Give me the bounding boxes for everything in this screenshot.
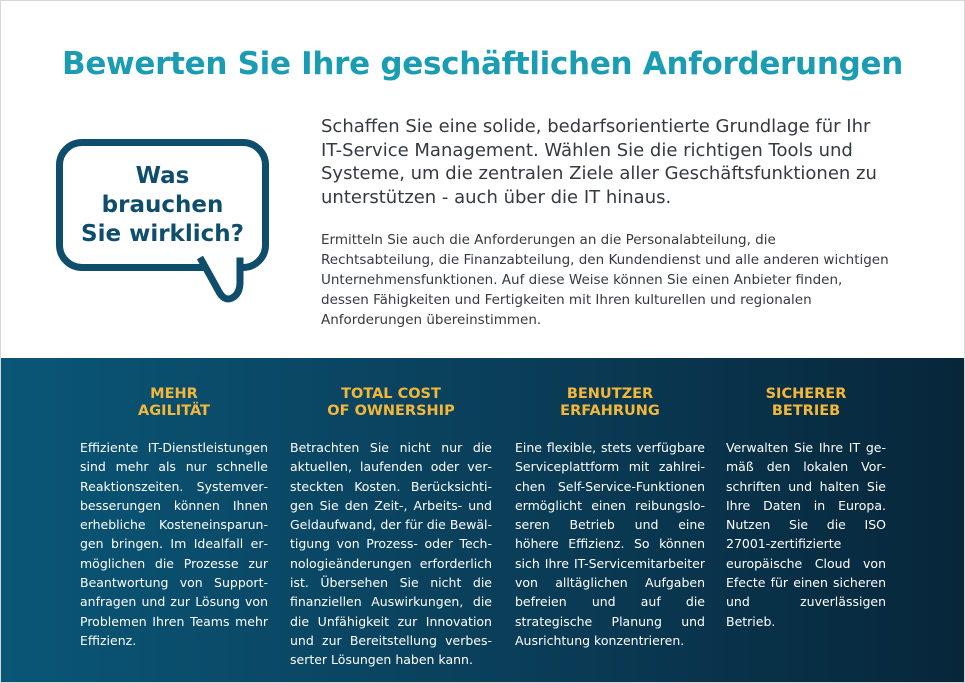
column-title-line-1: TOTAL COST [341, 386, 441, 402]
column-title [290, 386, 492, 420]
intro-detail-text: Ermitteln Sie auch die Anforderungen an die Personalabteilung, die Rechtsabteilung, die Finanzabteilung, den Kundendienst und alle anderen wichtigen Unternehmensfunktionen. Auf diese Weise können Sie einen Anbieter finden, dessen Fähigkeiten und Fertigkeiten mit Ihren kulturellen und regionalen Anforderungen übereinstimmen. [321, 232, 889, 328]
column-title-line-1: SICHERER [765, 386, 847, 402]
column-agility [80, 386, 268, 650]
bubble-line-1: Was brauchen [101, 162, 224, 218]
column-title-line-1: MEHR [150, 386, 198, 402]
column-title-line-2: OF OWNERSHIP [327, 403, 455, 419]
column-title-line-2: ERFAHRUNG [560, 403, 660, 419]
intro-lead-text: Schaffen Sie eine solide, bedarfsorientierte Grundlage für Ihr IT-Service Management. Wählen Sie die richtigen Tools und Systeme, um die zentralen Ziele aller Geschäftsfunktionen zu unterstützen - auch über die IT hinaus. [321, 116, 877, 208]
column-user-experience [515, 386, 705, 650]
bubble-question [73, 162, 253, 249]
column-title [726, 386, 886, 420]
column-title [80, 386, 268, 420]
column-title-line-2: AGILITÄT [138, 403, 210, 419]
column-title-line-2: BETRIEB [771, 403, 841, 419]
column-text: Eine flexible, stets verfügbare Serviceplattform mit zahlreichen Self-Service-Funktionen ermöglicht einen reibungsloseren Betrieb und eine höhere Effizienz. So können sich Ihre IT-Servicemitarbeiter von alltäglichen Aufgaben befreien und auf die strategische Planung und Ausrichtung konzentrieren. [515, 440, 705, 648]
column-title [515, 386, 705, 420]
page-title: Bewerten Sie Ihre geschäftlichen Anforderungen [62, 46, 903, 82]
speech-bubble-tail-icon [196, 254, 256, 306]
speech-bubble [56, 139, 269, 271]
column-text: Verwalten Sie Ihre IT gemäß den lokalen Vorschriften und halten Sie Ihre Daten in Europa. Nutzen Sie die ISO 27001-zertifizierte europäische Cloud von Efecte für einen sicheren und zuverlässigen Betrieb. [726, 440, 886, 629]
column-text: Effiziente IT-Dienstleistungen sind mehr als nur schnelle Reaktionszeiten. Systemverbesserungen können Ihnen erhebliche Kosteneinsparungen bringen. Im Idealfall ermöglichen die Prozesse zur Beantwortung von Supportanfragen und zur Lösung von Problemen Ihren Teams mehr Effizienz. [80, 440, 268, 648]
bubble-line-2: Sie wirklich? [81, 220, 244, 247]
column-secure-operation [726, 386, 886, 631]
column-title-line-1: BENUTZER [566, 386, 654, 402]
column-text: Betrachten Sie nicht nur die aktuellen, laufenden oder versteckten Kosten. Berücksichtigen Sie den Zeit-, Arbeits- und Geldaufwand, der für die Bewältigung von Prozess- oder Technologieänderungen erforderlich ist. Übersehen Sie nicht die finanziellen Auswirkungen, die die Unfähigkeit zur Innovation und zur Bereitstellung verbesserter Lösungen haben kann. [290, 440, 492, 668]
column-tco [290, 386, 492, 670]
